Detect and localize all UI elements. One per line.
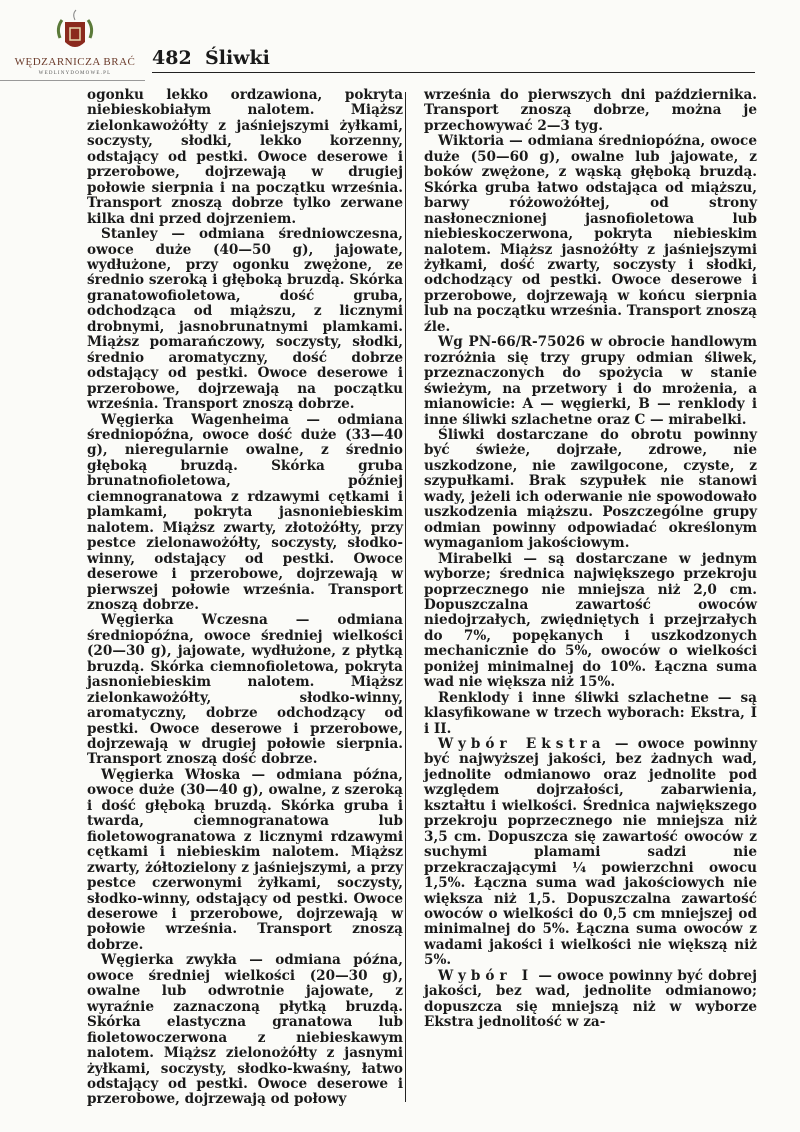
paragraph-text: — są klasyfikowane w trzech wyborach: Ekstra, I i II. (424, 689, 757, 737)
paragraph-text: — odmiana średniowczesna, owoce duże (40—50 g), jajowate, wydłużone, przy ogonku zwężone, ze średnio szeroką i głęboką bruzdą. Skórka granatowofioletowa, dość gruba, odchodząca od miąższu, z licznymi drobnymi, jasnobrunatnymi plamkami. Miąższ pomarańczowy, soczysty, słodki, średnio aromatyczny, dość dobrze odstający od pestki. Owoce deserowe i przerobowe, dojrzewają na początku września. Transport znoszą dobrze. (87, 226, 403, 413)
paragraph-text: — odmiana średniopóźna, owoce dość duże (33—40 g), nieregularnie owalne, z średnio głęboką bruzdą. Skórka gruba brunatnofioletowa, później ciemnogranatowa z rdzawymi cętkami i plamkami, pokryta jasnoniebieskim nalotem. Miąższ zwarty, złotożółty, przy pestce zielonawożółty, soczysty, słodko-winny, odstający od pestki. Owoce deserowe i przerobowe, dojrzewają w pierwszej połowie września. Transport znoszą dobrze. (87, 411, 403, 613)
paragraph-text: Wg PN-66/R-75026 w obrocie handlowym rozróżnia się trzy grupy odmian śliwek, przeznaczonych do spożycia w stanie świeżym, na przetwory i do mrożenia, a mianowicie: A — węgierki, B — renklody i inne śliwki szlachetne oraz C — mirabelki. (424, 334, 757, 428)
paragraph-lead: Wiktoria (438, 133, 505, 150)
right-column (424, 88, 757, 1031)
left-column (87, 88, 403, 1108)
paragraph-lead: Wybór I (438, 967, 534, 984)
paragraph-text: — odmiana późna, owoce średniej wielkości (20—30 g), owalne lub odwrotnie jajowate, z wyraźnie zaznaczoną płytką bruzdą. Skórka elastyczna granatowa lub fioletowoczerwona z niebieskawym nalotem. Miąższ zielonożółty z jasnymi żyłkami, soczysty, słodko-kwaśny, łatwo odstający od pestki. Owoce deserowe i przerobowe, dojrzewają od połowy (87, 952, 403, 1108)
logo-site-text: WEDLINYDOMOWE.PL (38, 71, 112, 76)
paragraph (87, 413, 403, 614)
paragraph-lead: Węgierka Wczesna (101, 612, 268, 629)
paragraph (424, 88, 757, 134)
paragraph (87, 953, 403, 1108)
paragraph-text: — owoce powinny być najwyższej jakości, bez żadnych wad, jednolite odmianowo oraz jednolite pod względem dojrzałości, zabarwienia, kształtu i wielkości. Średnica największego przekroju poprzecznego nie mniejsza niż 3,5 cm. Dopuszcza się zawartość owoców z suchymi plamami sadzi nie przekraczającymi ¼ powierzchni owocu 1,5%. Łączna suma wad jakościowych nie większa niż 1,5. Dopuszczalna zawartość owoców o wielkości do 0,5 cm mniejszej od minimalnej do 5%. Łączna suma owoców z wadami jakości i wielkości nie większą niż 5%. (424, 736, 757, 969)
paragraph-text: września do pierwszych dni października. Transport znoszą dobrze, można je przechowywać 2—3 tyg. (424, 87, 757, 134)
paragraph-lead: Mirabelki (438, 550, 513, 567)
paragraph-lead: Wybór Ekstra (438, 736, 606, 753)
paragraph-text: Śliwki dostarczane do obrotu powinny być świeże, dojrzałe, zdrowe, nie uszkodzone, nie zawilgocone, czyste, z szypułkami. Brak szypułek nie stanowi wady, jeżeli ich oderwanie nie spowodowało uszkodzenia miąższu. Poszczególne grupy odmian powinny odpowiadać określonym wymaganiom jakościowym. (424, 426, 757, 552)
paragraph-text: — odmiana późna, owoce duże (30—40 g), owalne, z szeroką i dość głęboką bruzdą. Skórka gruba i twarda, ciemnogranatowa lub fioletowogranatowa z licznymi rdzawymi cętkami i niebieskim nalotem. Miąższ zwarty, żółtozielony z jaśniejszymi, a przy pestce czerwonymi żyłkami, soczysty, słodko-winny, odstający od pestki. Owoce deserowe i przerobowe, dojrzewają w połowie września. Transport znoszą dobrze. (87, 766, 403, 953)
logo-divider (0, 80, 145, 81)
paragraph (424, 691, 757, 737)
paragraph-lead: Węgierka Włoska (101, 766, 241, 783)
paragraph (424, 134, 757, 335)
smokehouse-logo-icon (50, 8, 100, 58)
paragraph-text: — owoce powinny być dobrej jakości, bez wad, jednolite odmianowo; dopuszcza się mniejszą niż w wyborze Ekstra jednolitość w za- (424, 967, 757, 1031)
paragraph (87, 768, 403, 953)
paragraph-text: — odmiana średniopóźna, owoce duże (50—60 g), owalne lub jajowate, z boków zwężone, z wąską głęboką bruzdą. Skórka gruba łatwo odstająca od miąższu, barwy różowożółtej, od strony nasłonecznionej jasnofioletowa lub niebieskoczerwona, pokryta niebieskim nalotem. Miąższ jasnożółty z jaśniejszymi żyłkami, dość zwarty, soczysty i słodki, odchodzący od pestki. Owoce deserowe i przerobowe, dojrzewają w końcu sierpnia lub na początku września. Transport znoszą źle. (424, 133, 757, 335)
paragraph (87, 227, 403, 412)
header-rule (152, 72, 755, 73)
paragraph-text: — odmiana średniopóźna, owoce średniej wielkości (20—30 g), jajowate, wydłużone, z płytką bruzdą. Skórka ciemnofioletowa, pokryta jasnoniebieskim nalotem. Miąższ zielonkawożółty, słodko-winny, aromatyczny, dobrze odchodzący od pestki. Owoce deserowe i przerobowe, dojrzewają w drugiej połowie sierpnia. Transport znoszą dość dobrze. (87, 612, 403, 768)
paragraph (87, 613, 403, 768)
paragraph (424, 552, 757, 691)
paragraph (87, 88, 403, 227)
column-divider (405, 92, 406, 1102)
paragraph (424, 428, 757, 552)
logo-brand-text: WĘDZARNICZA BRAĆ (14, 56, 136, 68)
paragraph (424, 335, 757, 428)
paragraph (424, 737, 757, 969)
paragraph-lead: Węgierka zwykła (101, 952, 237, 969)
paragraph-lead: Renklody i inne śliwki szlachetne (438, 689, 709, 706)
paragraph-text: ogonku lekko ordzawiona, pokryta niebieskobiałym nalotem. Miąższ zielonkawożółty z jaśniejszymi żyłkami, soczysty, słodki, lekko korzenny, odstający od pestki. Owoce deserowe i przerobowe, dojrzewają w drugiej połowie sierpnia i na początku września. Transport znoszą dobrze tylko zerwane kilka dni przed dojrzeniem. (87, 87, 403, 227)
paragraph (424, 969, 757, 1031)
paragraph-lead: Stanley (101, 226, 158, 243)
page-number: 482 (152, 47, 192, 69)
paragraph-text: — są dostarczane w jednym wyborze; średnica największego przekroju poprzecznego nie mniejsza niż 2,0 cm. Dopuszczalna zawartość owoców niedojrzałych, zwiędniętych i przejrzałych do 7%, popękanych i uszkodzonych mechanicznie do 5%, owoców o wielkości poniżej minimalnej do 10%. Łączna suma wad nie większa niż 15%. (424, 550, 757, 691)
watermark-logo (5, 8, 145, 76)
paragraph-lead: Węgierka Wagenheima (101, 411, 289, 428)
page-title: Śliwki (205, 47, 270, 69)
